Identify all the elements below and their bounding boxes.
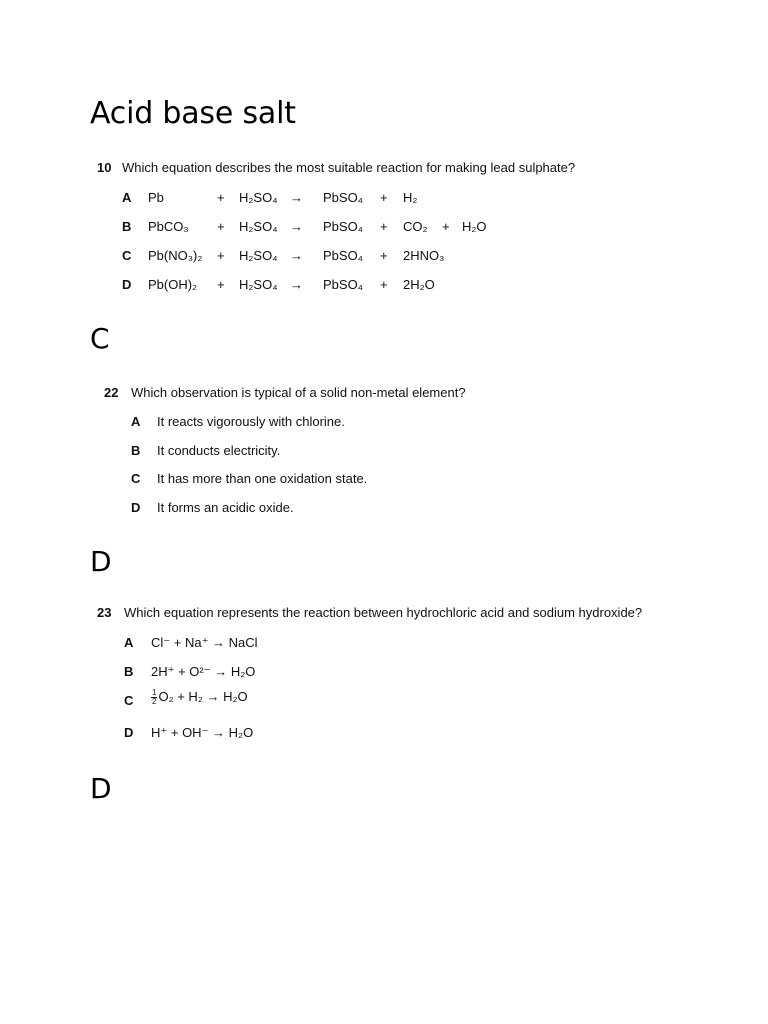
option-label: C [131, 471, 141, 486]
arrow-icon: → [290, 190, 303, 205]
reactant: Pb(NO₃)₂ [148, 248, 203, 263]
option-label: B [131, 443, 141, 458]
option-label: D [131, 500, 141, 515]
product: PbSO₄ [323, 277, 363, 292]
answer-text: C [90, 322, 110, 355]
option-label: B [122, 219, 132, 234]
product-2: 2H₂O [403, 277, 435, 292]
product-3: H₂O [462, 219, 487, 234]
fraction-denominator: 2 [152, 697, 157, 707]
reactant: Pb [148, 190, 164, 205]
product-2: 2HNO₃ [403, 248, 445, 263]
plus-sign: + [217, 248, 225, 263]
plus-sign: + [217, 277, 225, 292]
option-label: D [124, 725, 134, 740]
arrow-icon: → [290, 219, 303, 234]
option-text: It reacts vigorously with chlorine. [157, 414, 345, 429]
plus-sign: + [380, 277, 388, 292]
product-2: H₂ [403, 190, 418, 205]
option-equation: O₂ + H₂ → H₂O [158, 689, 248, 704]
plus-sign: + [380, 219, 388, 234]
option-equation-with-fraction [151, 689, 248, 706]
option-label: A [122, 190, 132, 205]
acid-formula: H₂SO₄ [239, 277, 278, 292]
option-label: C [124, 693, 134, 708]
question-number: 22 [104, 385, 119, 400]
plus-sign: + [442, 219, 450, 234]
option-label: B [124, 664, 134, 679]
option-label: A [131, 414, 141, 429]
question-text: Which equation describes the most suitable reaction for making lead sulphate? [122, 160, 576, 175]
fraction-numerator: 1 [152, 688, 157, 698]
product: PbSO₄ [323, 248, 363, 263]
product: PbSO₄ [323, 190, 363, 205]
answer-text: D [90, 772, 112, 805]
fraction-half [151, 689, 157, 706]
arrow-icon: → [290, 277, 303, 292]
plus-sign: + [380, 190, 388, 205]
question-number: 23 [97, 605, 112, 620]
arrow-icon: → [290, 248, 303, 263]
option-text: It forms an acidic oxide. [157, 500, 294, 515]
option-equation: Cl⁻ + Na⁺ → NaCl [151, 635, 258, 650]
option-label: A [124, 635, 134, 650]
plus-sign: + [380, 248, 388, 263]
acid-formula: H₂SO₄ [239, 190, 278, 205]
answer-text: D [90, 545, 112, 578]
product: PbSO₄ [323, 219, 363, 234]
page-title: Acid base salt [90, 96, 296, 131]
option-label: C [122, 248, 132, 263]
reactant: Pb(OH)₂ [148, 277, 198, 292]
plus-sign: + [217, 190, 225, 205]
product-2: CO₂ [403, 219, 428, 234]
acid-formula: H₂SO₄ [239, 248, 278, 263]
acid-formula: H₂SO₄ [239, 219, 278, 234]
question-text: Which observation is typical of a solid non-metal element? [131, 385, 466, 400]
option-equation: H⁺ + OH⁻ → H₂O [151, 725, 254, 740]
option-text: It has more than one oxidation state. [157, 471, 368, 486]
option-text: It conducts electricity. [157, 443, 281, 458]
option-equation: 2H⁺ + O²⁻ → H₂O [151, 664, 256, 679]
question-text: Which equation represents the reaction between hydrochloric acid and sodium hydroxide? [124, 605, 643, 620]
question-number: 10 [97, 160, 112, 175]
reactant: PbCO₃ [148, 219, 189, 234]
option-label: D [122, 277, 132, 292]
plus-sign: + [217, 219, 225, 234]
